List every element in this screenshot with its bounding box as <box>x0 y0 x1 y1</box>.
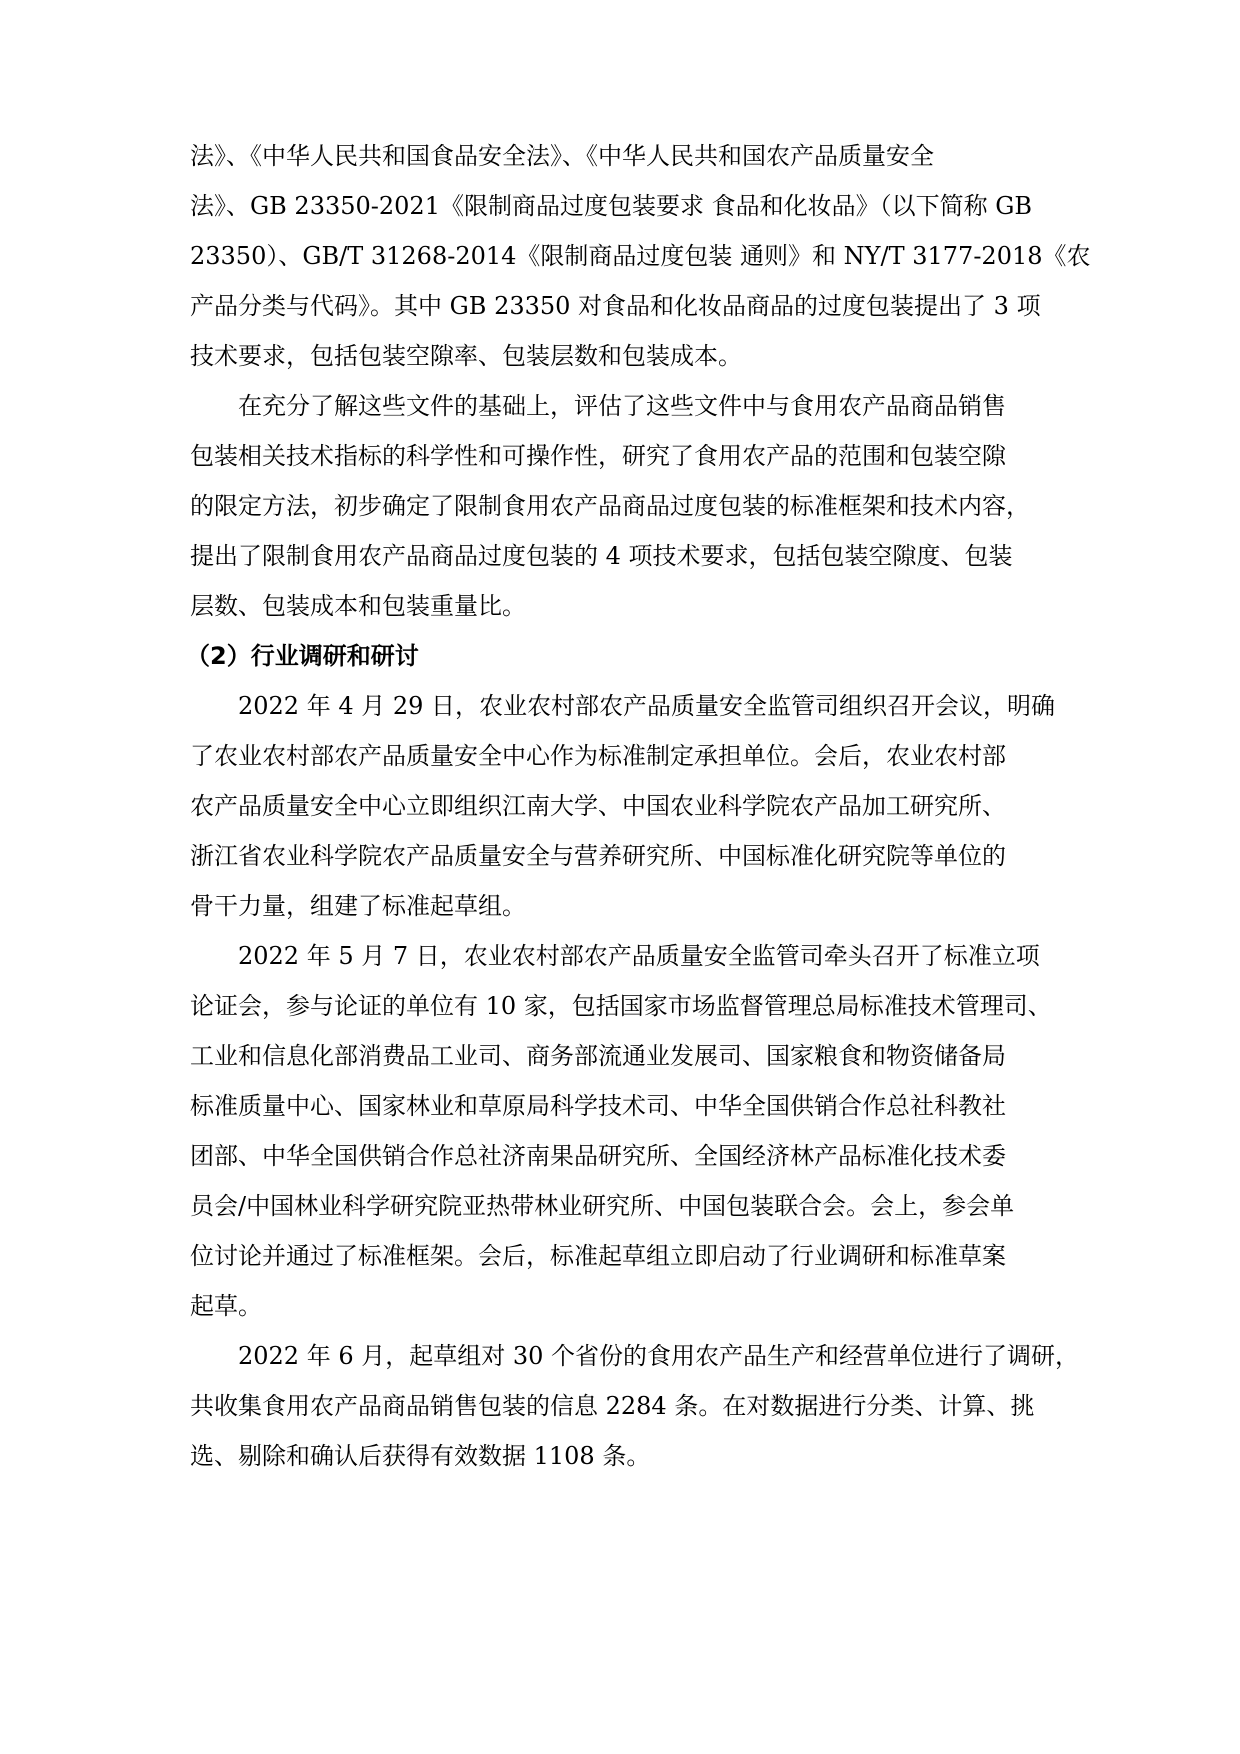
paragraph-4-line-2: 论证会，参与论证的单位有 10 家，包括国家市场监督管理总局标准技术管理司、 <box>190 992 1052 1020</box>
paragraph-1-line-2: 法》、GB 23350-2021《限制商品过度包装要求 食品和化妆品》（以下简称 GB <box>190 192 1033 220</box>
paragraph-1-line-5: 技术要求，包括包装空隙率、包装层数和包装成本。 <box>190 342 742 370</box>
paragraph-4-line-3: 工业和信息化部消费品工业司、商务部流通业发展司、国家粮食和物资储备局 <box>190 1042 1006 1070</box>
paragraph-2-line-4: 提出了限制食用农产品商品过度包装的 4 项技术要求，包括包装空隙度、包装 <box>190 542 1013 570</box>
paragraph-4-line-4: 标准质量中心、国家林业和草原局科学技术司、中华全国供销合作总社科教社 <box>190 1092 1006 1120</box>
paragraph-5-line-3: 选、剔除和确认后获得有效数据 1108 条。 <box>190 1442 651 1470</box>
paragraph-4-line-1: 2022 年 5 月 7 日，农业农村部农产品质量安全监管司牵头召开了标准立项 <box>238 942 1040 970</box>
paragraph-3-line-2: 了农业农村部农产品质量安全中心作为标准制定承担单位。会后，农业农村部 <box>190 742 1006 770</box>
paragraph-1-line-3: 23350）、GB/T 31268-2014《限制商品过度包装 通则》和 NY/T 3177-2018《农 <box>190 242 1091 270</box>
paragraph-4-line-8: 起草。 <box>190 1292 262 1320</box>
paragraph-5-line-1: 2022 年 6 月，起草组对 30 个省份的食用农产品生产和经营单位进行了调研， <box>238 1342 1080 1370</box>
paragraph-3-line-5: 骨干力量，组建了标准起草组。 <box>190 892 526 920</box>
paragraph-1-line-1: 法》、《中华人民共和国食品安全法》、《中华人民共和国农产品质量安全 <box>190 142 934 170</box>
paragraph-3-line-3: 农产品质量安全中心立即组织江南大学、中国农业科学院农产品加工研究所、 <box>190 792 1006 820</box>
paragraph-1-line-4: 产品分类与代码》。其中 GB 23350 对食品和化妆品商品的过度包装提出了 3 项 <box>190 292 1041 320</box>
section-heading: （2）行业调研和研讨 <box>186 642 419 670</box>
paragraph-2-line-5: 层数、包装成本和包装重量比。 <box>190 592 526 620</box>
paragraph-2-line-3: 的限定方法，初步确定了限制食用农产品商品过度包装的标准框架和技术内容， <box>190 492 1030 520</box>
paragraph-4-line-5: 团部、中华全国供销合作总社济南果品研究所、全国经济林产品标准化技术委 <box>190 1142 1006 1170</box>
paragraph-5-line-2: 共收集食用农产品商品销售包装的信息 2284 条。在对数据进行分类、计算、挑 <box>190 1392 1035 1420</box>
paragraph-2-line-2: 包装相关技术指标的科学性和可操作性，研究了食用农产品的范围和包装空隙 <box>190 442 1006 470</box>
paragraph-2-line-1: 在充分了解这些文件的基础上，评估了这些文件中与食用农产品商品销售 <box>238 392 1006 420</box>
paragraph-3-line-4: 浙江省农业科学院农产品质量安全与营养研究所、中国标准化研究院等单位的 <box>190 842 1006 870</box>
paragraph-4-line-7: 位讨论并通过了标准框架。会后，标准起草组立即启动了行业调研和标准草案 <box>190 1242 1006 1270</box>
paragraph-4-line-6: 员会/中国林业科学研究院亚热带林业研究所、中国包装联合会。会上，参会单 <box>190 1192 1015 1220</box>
paragraph-3-line-1: 2022 年 4 月 29 日，农业农村部农产品质量安全监管司组织召开会议，明确 <box>238 692 1056 720</box>
